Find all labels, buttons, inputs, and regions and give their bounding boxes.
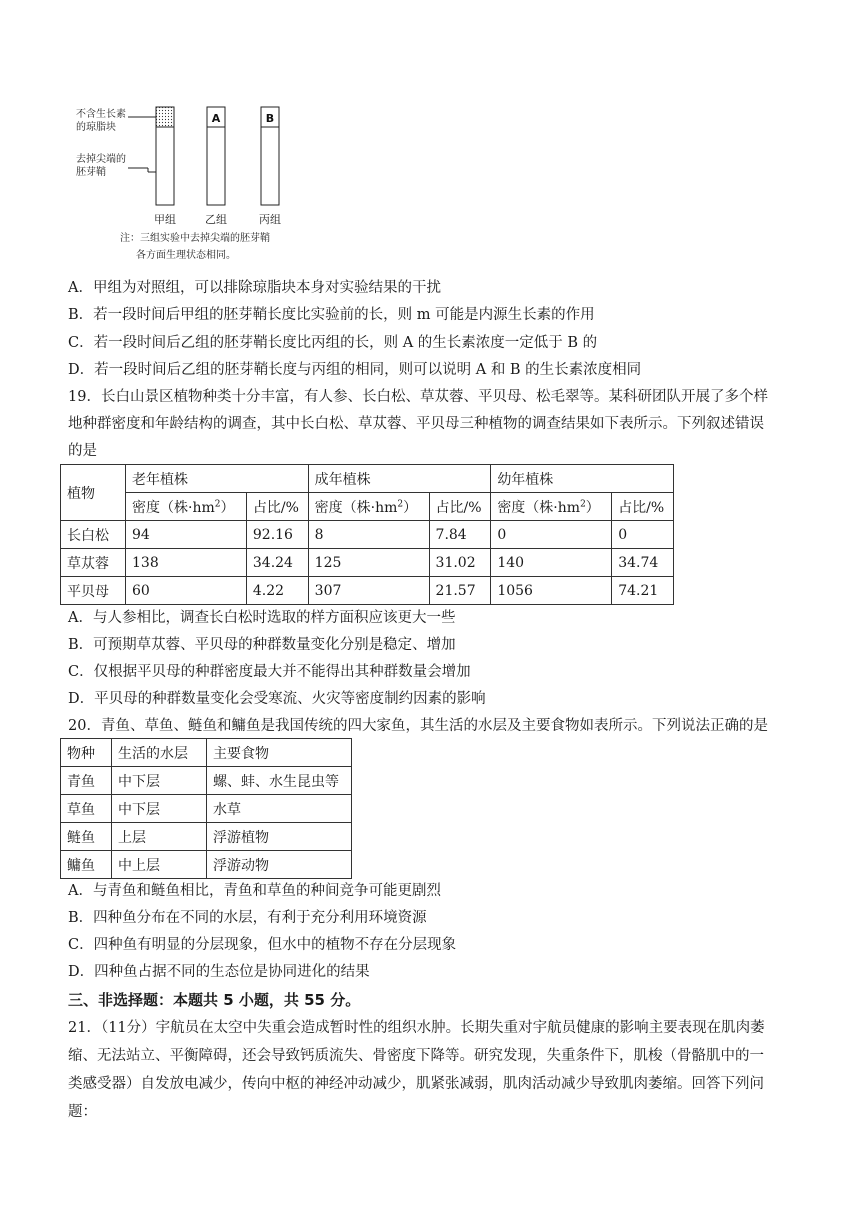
- cell-value: 94: [126, 521, 247, 549]
- cell-layer: 上层: [112, 823, 207, 851]
- header-old: 老年植株: [126, 465, 309, 493]
- cell-food: 浮游植物: [207, 823, 352, 851]
- cell-value: 7.84: [429, 521, 491, 549]
- subheader-ratio-old: 占比/%: [246, 493, 308, 521]
- q21-line3: 类感受器）自发放电减少，传向中枢的神经冲动减少，肌紧张减弱，肌肉活动减少导致肌肉萎缩。回答下列问: [68, 1076, 764, 1092]
- cell-value: 307: [308, 577, 429, 605]
- header-young: 幼年植株: [491, 465, 674, 493]
- q21-line2: 缩、无法站立、平衡障碍，还会导致钙质流失、骨密度下降等。研究发现，失重条件下，肌梭（骨骼肌中的一: [68, 1048, 764, 1064]
- subheader-ratio-young: 占比/%: [612, 493, 674, 521]
- cell-value: 34.24: [246, 549, 308, 577]
- header-food: 主要食物: [207, 739, 352, 767]
- agar-block-blank: [156, 107, 174, 127]
- q19-stem-line3: 的是: [68, 443, 97, 459]
- table-row: [61, 851, 352, 879]
- header-plant: 植物: [61, 465, 126, 521]
- cell-species: 青鱼: [61, 767, 112, 795]
- cell-layer: 中下层: [112, 767, 207, 795]
- subheader-density-adult: 密度（株$\cdot hm^2$）: [308, 493, 429, 521]
- coleoptile-diagram: [68, 100, 308, 280]
- cell-value: 74.21: [612, 577, 674, 605]
- experiment-figure: [68, 100, 308, 280]
- cell-species: 鲢鱼: [61, 823, 112, 851]
- subheader-ratio-adult: 占比/%: [429, 493, 491, 521]
- coleoptile-yi: [207, 127, 225, 205]
- cell-species: 草鱼: [61, 795, 112, 823]
- cell-value: 140: [491, 549, 612, 577]
- section3-heading: 三、非选择题：本题共 5 小题，共 55 分。: [68, 991, 361, 1009]
- header-species: 物种: [61, 739, 112, 767]
- label-coleoptile-1: 去掉尖端的: [76, 154, 126, 165]
- q20-option-b: B．四种鱼分布在不同的水层，有利于充分利用环境资源: [68, 910, 427, 926]
- header-water-layer: 生活的水层: [112, 739, 207, 767]
- q20-option-c: C．四种鱼有明显的分层现象，但水中的植物不存在分层现象: [68, 937, 457, 953]
- table-row: [61, 795, 352, 823]
- cell-value: 138: [126, 549, 247, 577]
- cell-value: 4.22: [246, 577, 308, 605]
- q19-option-d: D．平贝母的种群数量变化会受寒流、火灾等密度制约因素的影响: [68, 691, 486, 707]
- q20-table: [60, 738, 352, 879]
- table-row: [61, 521, 674, 549]
- block-b-label: B: [265, 112, 275, 125]
- table-row: [61, 823, 352, 851]
- label-agar-2: 的琼脂块: [76, 122, 116, 133]
- q18-option-a: A．甲组为对照组，可以排除琼脂块本身对实验结果的干扰: [68, 280, 441, 296]
- q18-option-d: D．若一段时间后乙组的胚芽鞘长度与丙组的相同，则可以说明 A 和 B 的生长素浓度相同: [68, 362, 642, 378]
- cell-value: 1056: [491, 577, 612, 605]
- q21-line4: 题：: [68, 1104, 97, 1120]
- cell-layer: 中上层: [112, 851, 207, 879]
- cell-value: 92.16: [246, 521, 308, 549]
- cell-value: 125: [308, 549, 429, 577]
- q19-option-c: C．仅根据平贝母的种群密度最大并不能得出其种群数量会增加: [68, 664, 471, 680]
- group-yi-label: 乙组: [205, 213, 227, 226]
- header-adult: 成年植株: [308, 465, 491, 493]
- table-row: [61, 577, 674, 605]
- q18-option-b: B．若一段时间后甲组的胚芽鞘长度比实验前的长，则 m 可能是内源生长素的作用: [68, 307, 595, 323]
- cell-plant: 草苁蓉: [61, 549, 126, 577]
- coleoptile-jia: [156, 127, 174, 205]
- cell-value: 60: [126, 577, 247, 605]
- subheader-density-young: 密度（株$\cdot hm^2$）: [491, 493, 612, 521]
- cell-plant: 平贝母: [61, 577, 126, 605]
- q19-stem-line2: 地种群密度和年龄结构的调查，其中长白松、草苁蓉、平贝母三种植物的调查结果如下表所示。下列叙述错误: [68, 416, 764, 432]
- cell-layer: 中下层: [112, 795, 207, 823]
- figure-note-1: 注：三组实验中去掉尖端的胚芽鞘: [120, 233, 270, 244]
- cell-value: 0: [612, 521, 674, 549]
- subheader-density-old: 密度（株$\cdot hm^2$）: [126, 493, 247, 521]
- table-row: [61, 549, 674, 577]
- q20-option-a: A．与青鱼和鲢鱼相比，青鱼和草鱼的种间竞争可能更剧烈: [68, 883, 441, 899]
- cell-food: 浮游动物: [207, 851, 352, 879]
- group-bing-label: 丙组: [259, 213, 281, 226]
- cell-value: 0: [491, 521, 612, 549]
- cell-value: 34.74: [612, 549, 674, 577]
- cell-plant: 长白松: [61, 521, 126, 549]
- cell-food: 螺、蚌、水生昆虫等: [207, 767, 352, 795]
- group-jia-label: 甲组: [154, 213, 176, 226]
- cell-value: 8: [308, 521, 429, 549]
- cell-value: 21.57: [429, 577, 491, 605]
- coleoptile-bing: [261, 127, 279, 205]
- q18-option-c: C．若一段时间后乙组的胚芽鞘长度比丙组的长，则 A 的生长素浓度一定低于 B 的: [68, 335, 598, 351]
- cell-food: 水草: [207, 795, 352, 823]
- q19-option-b: B．可预期草苁蓉、平贝母的种群数量变化分别是稳定、增加: [68, 637, 456, 653]
- block-a-label: A: [211, 112, 221, 125]
- q20-option-d: D．四种鱼占据不同的生态位是协同进化的结果: [68, 964, 370, 980]
- q20-stem: 20．青鱼、草鱼、鲢鱼和鳙鱼是我国传统的四大家鱼，其生活的水层及主要食物如表所示。下列说法正确的是: [68, 718, 768, 734]
- q19-stem-line1: 19．长白山景区植物种类十分丰富，有人参、长白松、草苁蓉、平贝母、松毛翠等。某科研团队开展了多个样: [68, 389, 768, 405]
- q19-table: [60, 464, 674, 605]
- q21-line1: 21．（11分）宇航员在太空中失重会造成暂时性的组织水肿。长期失重对宇航员健康的影响主要表现在肌肉萎: [68, 1020, 765, 1036]
- cell-species: 鳙鱼: [61, 851, 112, 879]
- label-agar-1: 不含生长素: [76, 109, 126, 120]
- label-coleoptile-2: 胚芽鞘: [76, 167, 106, 178]
- cell-value: 31.02: [429, 549, 491, 577]
- q19-option-a: A．与人参相比，调查长白松时选取的样方面积应该更大一些: [68, 610, 456, 626]
- table-row: [61, 767, 352, 795]
- figure-note-2: 各方面生理状态相同。: [136, 250, 236, 261]
